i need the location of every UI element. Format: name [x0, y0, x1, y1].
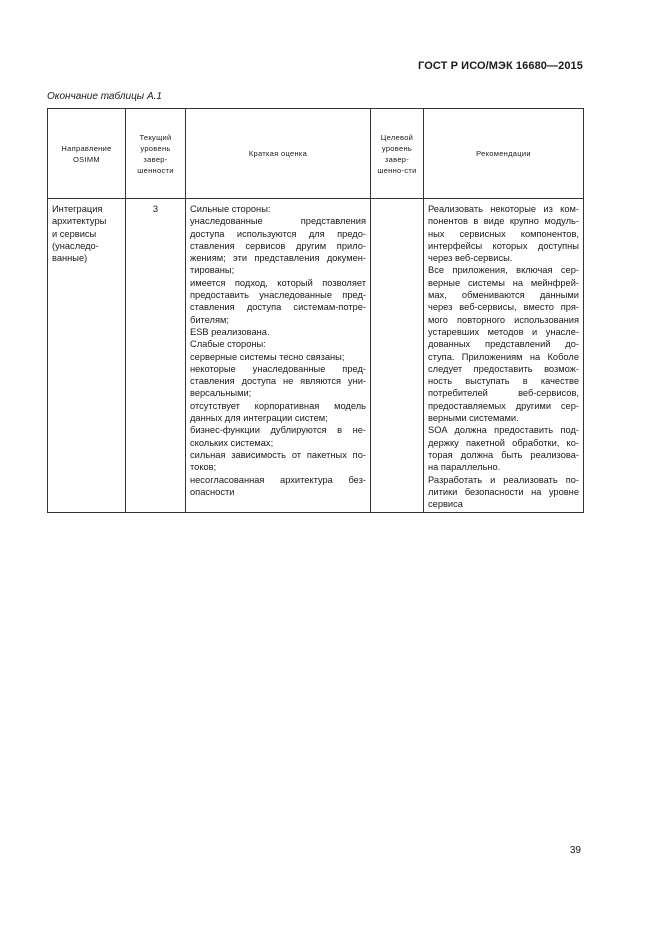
cell-line: интерфейсы которых доступны: [428, 240, 579, 251]
cell-line: Реализовать некоторые из ком-: [428, 204, 579, 214]
cell-line: отсутствует корпоративная модель: [190, 400, 366, 411]
cell-current-level: 3: [126, 199, 186, 513]
cell-line: Интеграция: [52, 204, 103, 214]
cell-line: Все приложения, включая сер-: [428, 265, 579, 276]
cell-line: ставления доступа не являются уни-: [190, 376, 366, 387]
column-header-recommendations: Рекомендации: [424, 109, 584, 199]
maturity-table: [47, 108, 584, 513]
cell-line: доступа используются для предо-: [190, 228, 366, 239]
cell-line: SOA должна предоставить под-: [428, 425, 579, 436]
cell-line: Сильные стороны:: [190, 204, 271, 214]
cell-line: на параллельно.: [428, 462, 501, 473]
cell-line: через веб-сервисы.: [428, 253, 513, 264]
table-row: [48, 199, 584, 513]
cell-assessment: [186, 199, 371, 513]
cell-line: следует предоставить возмож-: [428, 363, 579, 374]
cell-line: торая должна быть реализова-: [428, 449, 579, 460]
column-header-current-level: Текущий уровень завер-шенности: [126, 109, 186, 199]
cell-line: верными системами.: [428, 413, 519, 424]
cell-line: версальными;: [190, 388, 252, 399]
cell-line: опасности: [190, 486, 235, 497]
cell-line: дованных представлений до-: [428, 339, 579, 350]
cell-line: и сервисы: [52, 228, 97, 239]
cell-line: имеется подход, который позволяет: [190, 277, 366, 288]
cell-line: ность выступать в качестве: [428, 376, 579, 387]
cell-line: верные системы на мейнфрей-: [428, 277, 579, 288]
cell-line: литики безопасности на уровне: [428, 486, 579, 497]
cell-line: мах, обмениваются данными: [428, 290, 579, 301]
table-caption: Окончание таблицы А.1: [47, 91, 162, 102]
column-header-direction: Направление OSIMM: [48, 109, 126, 199]
cell-line: сильная зависимость от пакетных по-: [190, 449, 366, 460]
cell-line: бизнес-функции дублируются в не-: [190, 425, 366, 436]
cell-line: потребителей веб-сервисов,: [428, 388, 579, 399]
table-header-row: [48, 109, 584, 199]
cell-line: мого повторного использования: [428, 314, 579, 325]
page-number: 39: [569, 845, 581, 856]
cell-line: архитектуры: [52, 216, 107, 227]
cell-line: ванные): [52, 253, 88, 264]
cell-line: бителям;: [190, 314, 229, 325]
cell-line: ставления доступа системам-потре-: [190, 302, 366, 313]
cell-line: токов;: [190, 462, 217, 473]
cell-line: сервиса: [428, 499, 463, 510]
column-header-target-level: Целевой уровень завер-шенно-сти: [371, 109, 424, 199]
cell-line: серверные системы тесно связаны;: [190, 351, 345, 362]
cell-direction: [48, 199, 126, 513]
cell-line: ставления сервисов другим прило-: [190, 240, 366, 251]
cell-line: устаревших методов и унасле-: [428, 326, 579, 337]
cell-line: Разработать и реализовать по-: [428, 474, 579, 485]
cell-line: некоторые унаследованные пред-: [190, 363, 366, 374]
cell-line: унаследованные представления: [190, 216, 366, 227]
cell-line: предоставить унаследованные пред-: [190, 290, 366, 301]
cell-line: (унаследо-: [52, 240, 99, 251]
cell-line: ступа. Приложениям на Коболе: [428, 351, 579, 362]
cell-line: тированы;: [190, 265, 235, 276]
cell-line: ных сервисных компонентов,: [428, 228, 579, 239]
cell-line: предоставляемых другими сер-: [428, 400, 579, 411]
cell-line: данных для интеграции систем;: [190, 413, 328, 424]
cell-line: Слабые стороны:: [190, 339, 266, 350]
column-header-assessment: Краткая оценка: [186, 109, 371, 199]
cell-line: жениям; эти представления докумен-: [190, 253, 366, 264]
cell-line: ESB реализована.: [190, 326, 270, 337]
cell-recommendations: [424, 199, 584, 513]
standard-code: ГОСТ Р ИСО/МЭК 16680—2015: [418, 60, 583, 72]
cell-line: через веб-сервисы, вместо пря-: [428, 302, 579, 313]
cell-line: понентов в виде крупно модуль-: [428, 216, 579, 227]
cell-target-level: [371, 199, 424, 513]
cell-line: скольких системах;: [190, 437, 274, 448]
cell-line: несогласованная архитектура без-: [190, 474, 366, 485]
cell-line: держку пакетной обработки, ко-: [428, 437, 579, 448]
